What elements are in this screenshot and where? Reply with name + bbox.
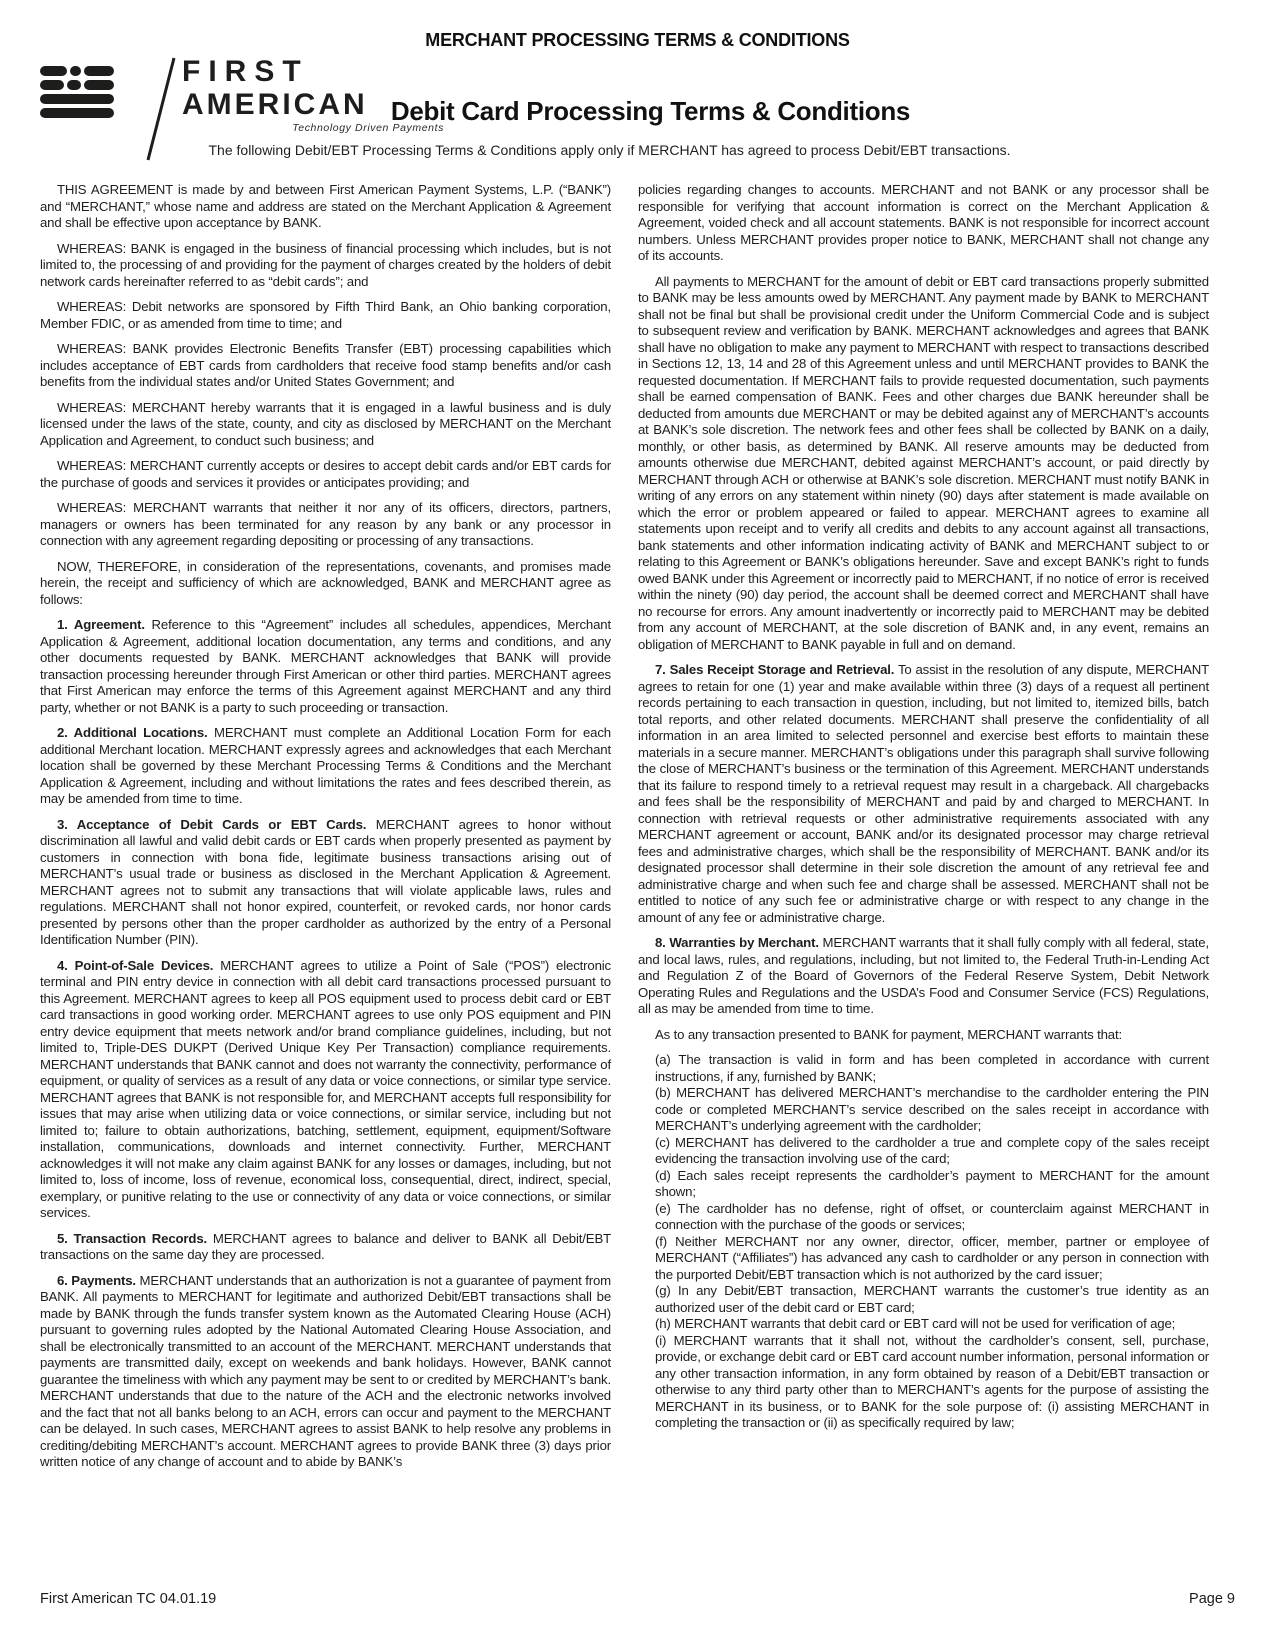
warranty-item-a: (a) The transaction is valid in form and has been completed in accordance with current instructions, if any, furnished by BANK; [655,1052,1209,1084]
paragraph-text: MERCHANT agrees to utilize a Point of Sale (“POS”) electronic terminal and PIN entry device in connection with all debit card transactions processed pursuant to this Agreement. MERCHANT agrees to keep all POS equipment used to process debit card or EBT card transactions in good working order. MERCHANT agrees to use only POS equipment and PIN entry device equipment that meets network and/or brand compliance guidelines, including, but not limited to, Triple-DES DUKPT (Derived Unique Key Per Transaction) compliance requirements. MERCHANT understands that BANK cannot and does not warranty the connectivity, performance of equipment, or quality of services as a result of any data or voice connections, or similar type service. MERCHANT agrees that BANK is not responsible for, and MERCHANT accepts full responsibility for issues that may arise when utilizing data or voice connections, or similar service, including but not limited to; failure to obtain authorizations, batching, settlement, equipment, equipment/Software installation, communications, downloads and internet connectivity. Further, MERCHANT acknowledges it will not make any claim against BANK for any losses or damages, including, but not limited to, loss of income, loss of revenue, economical loss, consequential, direct, indirect, special, exemplary, or punitive relating to the use or connectivity of any data or voice connections, or similar services. [40,957,611,1220]
paragraph-text: WHEREAS: BANK provides Electronic Benefits Transfer (EBT) processing capabilities which includes acceptance of EBT cards from cardholders that receive food stamp benefits and/or cash benefits from the individual states and/or United States Government; and [40,341,611,389]
paragraph-text: NOW, THEREFORE, in consideration of the representations, covenants, and promises made herein, the receipt and sufficiency of which are acknowledged, BANK and MERCHANT agree as follows: [40,558,611,607]
warranty-item-i: (i) MERCHANT warrants that it shall not, without the cardholder’s consent, sell, purchase, provide, or exchange debit card or EBT card account number information, personal information or any other transaction information, in any form obtained by reason of a Debit/EBT transaction or otherwise to any third party other than to MERCHANT’s agents for the purpose of assisting the MERCHANT in its business, or to BANK for the sole purpose of: (i) assisting MERCHANT in completing the transaction or (ii) as specifically required by law; [655,1332,1209,1430]
section-8-warranties [638,935,1209,1018]
paragraph-text: THIS AGREEMENT is made by and between First American Payment Systems, L.P. (“BANK”) and “MERCHANT,” whose name and address are stated on the Merchant Application & Agreement and shall be effective upon acceptance by BANK. [40,182,611,230]
paragraph [638,182,1209,265]
paragraph-text: To assist in the resolution of any dispute, MERCHANT agrees to retain for one (1) year and make available within three (3) days of a request all pertinent records pertaining to each transaction in question, including, but not limited to, itemized bills, batch total reports, and other related documents. MERCHANT shall preserve the confidentiality of all information in an area limited to selected personnel and exercise best efforts to maintain these materials in a secure manner. MERCHANT’s obligations under this paragraph shall survive following the close of MERCHANT’s business or the termination of this Agreement. MERCHANT understands that its failure to respond timely to a retrieval request may result in a chargeback. All chargebacks and fees shall be the responsibility of MERCHANT and paid by and charged to MERCHANT. In connection with retrieval requests or other administrative requirements associated with any MERCHANT agreement or account, BANK and/or its designated processor may charge retrieval fees and administrative charges, which shall be the responsibility of MERCHANT. BANK and/or its designated processor shall determine in their sole discretion the amount of any retrieval fee and administrative charge and when such fee and charge shall be assessed. MERCHANT shall not be entitled to notice of any such fee or administrative charge or with respect to any change in the amount of any fee or administrative charge. [638,662,1209,925]
warranty-item-c: (c) MERCHANT has delivered to the cardholder a true and complete copy of the sales receipt evidencing the transaction involving use of the card; [655,1134,1209,1166]
warranty-item-d: (d) Each sales receipt represents the cardholder’s payment to MERCHANT for the amount shown; [655,1167,1209,1199]
section-heading: 2. Additional Locations. [57,725,208,740]
paragraph [638,274,1209,654]
paragraph [638,1027,1209,1044]
paragraph-text: WHEREAS: BANK is engaged in the business of financial processing which includes, but is not limited to, the processing of and providing for the payment of charges created by the holders of debit network cards hereinafter referred to as “debit cards”; and [40,240,611,289]
logo-word-first: FIRST [182,55,309,88]
section-1-agreement [40,617,611,716]
warranty-item-h: (h) MERCHANT warrants that debit card or EBT card will not be used for verification of age; [655,1316,1176,1331]
paragraph-text: WHEREAS: MERCHANT warrants that neither it nor any of its officers, directors, partners, managers or owners has been terminated for any reason by any bank or any processor in connection with any agreement regarding depositing or processing of any transactions. [40,500,611,548]
paragraph [40,458,611,491]
paragraph-text: MERCHANT agrees to honor without discrimination all lawful and valid debit cards or EBT cards when properly presented as payment by customers in connection with bona fide, legitimate business transactions arising out of MERCHANT’s usual trade or business as disclosed in the Merchant Application & Agreement. MERCHANT agrees not to submit any transactions that will violate applicable laws, rules and regulations. MERCHANT shall not honor expired, counterfeit, or revoked cards, nor honor cards presented by persons other than the proper cardholder as authorized by the entry of a Personal Identification Number (PIN). [40,816,611,947]
footer-page-number: Page 9 [1189,1591,1235,1607]
paragraph [40,341,611,391]
paragraph-text: policies regarding changes to accounts. MERCHANT and not BANK or any processor shall be responsible for verifying that account information is correct on the Merchant Application & Agreement, voided check and all account statements. BANK is not responsible for incorrect account numbers. Unless MERCHANT provides proper notice to BANK, MERCHANT shall not change any of its accounts. [638,182,1209,263]
paragraph-text: WHEREAS: MERCHANT currently accepts or desires to accept debit cards and/or EBT cards for the purchase of goods and services it provides or anticipates providing; and [40,458,611,490]
logo-word-american: AMERICAN [182,88,368,121]
section-5-transaction-records [40,1231,611,1264]
intro-line: The following Debit/EBT Processing Terms & Conditions apply only if MERCHANT has agreed to process Debit/EBT transactions. [208,142,1011,158]
section-heading: 7. Sales Receipt Storage and Retrieval. [655,662,895,677]
warranty-item-b: (b) MERCHANT has delivered MERCHANT’s merchandise to the cardholder entering the PIN code or completed MERCHANT’s service described on the sales receipt in accordance with MERCHANT’s underlying agreement with the cardholder; [655,1085,1209,1133]
right-column [638,182,1209,1594]
page-footer [40,1591,1235,1607]
paragraph [40,182,611,232]
warranty-item-e: (e) The cardholder has no defense, right of offset, or counterclaim against MERCHANT in connection with the purchase of the goods or services; [655,1200,1209,1232]
paragraph-text: MERCHANT must complete an Additional Location Form for each additional Merchant location. MERCHANT expressly agrees and acknowledges that each Merchant location shall be governed by these Merchant Processing Terms & Conditions and the Merchant Application & Agreement, including and without limitations the rates and fees described therein, as may be amended from time to time. [40,725,611,806]
footer-doc-version: First American TC 04.01.19 [40,1591,217,1607]
section-heading: 4. Point-of-Sale Devices. [57,957,214,973]
logo-tagline: Technology Driven Payments [292,122,444,134]
two-column-body [40,182,1210,1594]
section-3-acceptance [40,817,611,949]
paragraph-text: WHEREAS: Debit networks are sponsored by Fifth Third Bank, an Ohio banking corporation, Member FDIC, or as amended from time to time; and [40,299,611,331]
section-heading: 8. Warranties by Merchant. [655,935,819,950]
section-7-sales-receipt-storage [638,662,1209,926]
warranty-list [638,1052,1209,1432]
section-4-pos-devices [40,958,611,1222]
section-2-additional-locations [40,725,611,808]
paragraph-text: WHEREAS: MERCHANT hereby warrants that it is engaged in a lawful business and is duly licensed under the laws of the state, county, and city as disclosed by MERCHANT on the Merchant Application and Agreement, to conduct such business; and [40,399,611,448]
section-6-payments [40,1273,611,1471]
paragraph [40,299,611,332]
document-header-title: MERCHANT PROCESSING TERMS & CONDITIONS [425,30,850,50]
warranty-item-g: (g) In any Debit/EBT transaction, MERCHANT warrants the customer’s true identity as an authorized user of the debit card or EBT card; [655,1283,1209,1315]
paragraph [40,400,611,450]
page-title: Debit Card Processing Terms & Conditions [390,96,911,126]
paragraph-text: MERCHANT warrants that it shall fully comply with all federal, state, and local laws, rules, and regulations, including, but not limited to, the Federal Truth-in-Lending Act and Regulation Z of the Board of Governors of the Federal Reserve System, Debit Network Operating Rules and Regulations and the USDA’s Food and Consumer Service (FCS) Regulations, all as may be amended from time to time. [638,935,1209,1016]
section-heading: 6. Payments. [57,1272,136,1288]
section-heading: 1. Agreement. [57,617,145,632]
section-heading: 5. Transaction Records. [57,1230,208,1246]
section-heading: 3. Acceptance of Debit Cards or EBT Cards. [57,816,367,832]
paragraph-text: MERCHANT agrees to balance and deliver to BANK all Debit/EBT transactions on the same day they are processed. [40,1230,611,1262]
paragraph-text: All payments to MERCHANT for the amount of debit or EBT card transactions properly submitted to BANK may be less amounts owed by MERCHANT. Any payment made by BANK to MERCHANT shall not be final but shall be provisional credit under the Uniform Commercial Code and is subject to subsequent review and verification by BANK. MERCHANT acknowledges and agrees that BANK shall have no obligation to make any payment to MERCHANT with respect to transactions described in Sections 12, 13, 14 and 28 of this Agreement unless and until MERCHANT provides to BANK the requested documentation. If MERCHANT fails to provide requested documentation, such payments shall be earned compensation of BANK. Fees and other charges due BANK hereunder shall be deducted from amounts due MERCHANT or may be debited against any of MERCHANT’s accounts at BANK’s sole discretion. The network fees and other fees shall be collected by BANK on a daily, monthly, or other basis, as determined by BANK. All reserve amounts may be deducted from amounts otherwise due MERCHANT, debited against MERCHANT’s account, or paid directly by MERCHANT through ACH or otherwise at BANK’s sole discretion. MERCHANT must notify BANK in writing of any errors on any statement within ninety (90) days after statement is made available on which the error or problem appeared or failed to appear. MERCHANT agrees to examine all statements upon receipt and to verify all credits and debits to any account against all transactions, bank statements and other information indicating activity of BANK and MERCHANT subject to or relating to this Agreement or BANK’s obligations hereunder. Save and except BANK’s right to funds owed BANK under this Agreement or incorrectly paid to MERCHANT, if no notice of error is received within the ninety (90) day period, the account shall be deemed correct and MERCHANT shall have no recourse for errors. Any amount inadvertently or incorrectly paid to MERCHANT may be debited from any account of MERCHANT, at the sole discretion of BANK and, in any event, remains an obligation of MERCHANT to BANK payable in full and on demand. [638,273,1209,652]
paragraph-text: Reference to this “Agreement” includes all schedules, appendices, Merchant Application & Agreement, additional location documentation, any terms and conditions, and any other documents requested by BANK. MERCHANT acknowledges that BANK will provide transaction processing hereunder through First American or other third parties. MERCHANT agrees that First American may enforce the terms of this Agreement against MERCHANT and any third party, whether or not BANK is a party to such proceeding or transaction. [40,617,611,715]
left-column [40,182,611,1594]
warranty-item-f: (f) Neither MERCHANT nor any owner, director, officer, member, partner or employee of MERCHANT (“Affiliates”) has advanced any cash to cardholder or any person in connection with the purported Debit/EBT transaction which is not authorized by the card issuer; [655,1233,1209,1282]
paragraph [40,241,611,291]
paragraph-text: MERCHANT understands that an authorization is not a guarantee of payment from BANK. All payments to MERCHANT for legitimate and authorized Debit/EBT transactions shall be made by BANK through the funds transfer system known as the Automated Clearing House (ACH) pursuant to governing rules adopted by the National Automated Clearing House Association, and shall be electronically transmitted to an account of the MERCHANT. MERCHANT understands that payments are transmitted daily, except on weekends and bank holidays. However, BANK cannot guarantee the timeliness with which any payment may be sent to or credited by MERCHANT’s bank. MERCHANT understands that due to the nature of the ACH and the electronic networks involved and the fact that not all banks belong to an ACH, errors can occur and payment to the MERCHANT can be delayed. In such cases, MERCHANT agrees to assist BANK to help resolve any problems in crediting/debiting MERCHANT’s account. MERCHANT agrees to provide BANK three (3) days prior written notice of any change of account and to abide by BANK’s [40,1272,611,1469]
paragraph [40,500,611,550]
paragraph [40,559,611,609]
paragraph-text: As to any transaction presented to BANK for payment, MERCHANT warrants that: [655,1026,1122,1042]
